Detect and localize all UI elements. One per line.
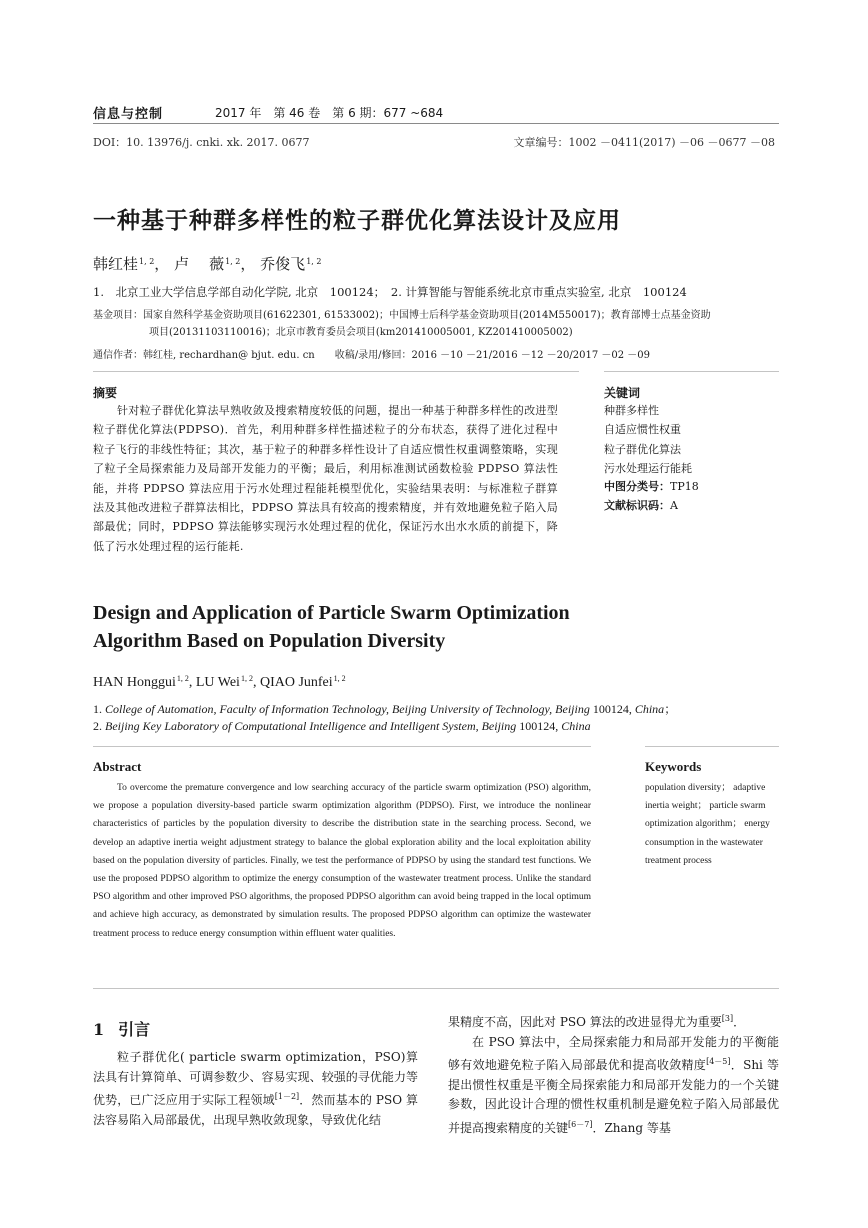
keyword-cn: 污水处理运行能耗 [604, 462, 692, 476]
title-cn: 一种基于种群多样性的粒子群优化算法设计及应用 [93, 207, 621, 234]
author-affil-sup: 1, 2 [333, 674, 346, 683]
doc-code-value: A [670, 499, 678, 512]
paragraph-text: 果精度不高，因此对 PSO 算法的改进显得尤为重要 [448, 1015, 722, 1029]
abstract-en-heading: Abstract [93, 759, 142, 774]
body-paragraph [448, 1033, 779, 1139]
keyword-cn: 种群多样性 [604, 404, 659, 417]
abstract-cn-rule [93, 371, 579, 372]
clc-number [604, 478, 699, 494]
title-en: Design and Application of Particle Swarm Optimization Algorithm Based on Population Diversity [93, 602, 570, 652]
citation: [1－2] [274, 1092, 300, 1102]
doc-code-label: 文献标识码： [604, 499, 670, 512]
body-paragraph [448, 1009, 779, 1033]
citation: [3] [721, 1014, 734, 1023]
body-paragraph [93, 1048, 418, 1130]
author-affil-sup: 1, 2 [240, 674, 253, 683]
citation: [4－5] [706, 1057, 731, 1067]
keyword-cn: 粒子群优化算法 [604, 442, 681, 456]
affil-number: 1. [93, 702, 105, 716]
body-column-right [448, 1009, 779, 1139]
paragraph-text: ．Zhang 等基 [592, 1120, 671, 1135]
keywords-cn-rule [604, 371, 779, 372]
document-code [604, 497, 678, 513]
section-title: 引言 [118, 1020, 151, 1039]
affil-end: ； [664, 702, 677, 716]
paragraph-text: 在 PSO 算法中，全局探索能力和局部开发能力的平衡能够有效地避免粒子陷入局部最优和提高收敛精度 [448, 1034, 779, 1073]
author-affil-sup: 1, 2 [225, 257, 241, 266]
paragraph-text: ．Shi 等提出惯性权重是平衡全局探索能力和局部开发能力的一个关键参数，因此设计合理的惯性权重机制是避免粒子陷入局部最优并提高搜索精度的关键 [448, 1058, 779, 1135]
article-number: 文章编号：1002 －0411(2017) －06 －0677 －08 [513, 136, 775, 149]
keywords-en-rule [645, 746, 779, 747]
clc-value: TP18 [670, 480, 699, 493]
body-rule [93, 988, 779, 989]
funding-line-1: 基金项目：国家自然科学基金资助项目(61622301, 61533002)；中国博士后科学基金资助项目(2014M550017)；教育部博士点基金资助 [93, 310, 711, 321]
citation: [6－7] [568, 1119, 593, 1129]
affiliation-en-1 [93, 700, 676, 717]
affil-postcode: 100124, [589, 702, 635, 716]
funding [93, 307, 779, 341]
affil-text: College of Automation, Faculty of Information Technology, Beijing University of Technology, Beijing [105, 702, 590, 716]
funding-line-2: 项目(20131103110016)；北京市教育委员会项目(km201410005001, KZ201410005002) [149, 327, 573, 338]
authors-en [93, 674, 346, 691]
author-name: 韩红桂 [93, 255, 139, 273]
author-affil-sup: 1, 2 [306, 257, 322, 266]
abstract-cn-text: 针对粒子群优化算法早熟收敛及搜索精度较低的问题，提出一种基于种群多样性的改进型粒子群优化算法(PDPSO)．首先，利用种群多样性描述粒子的分布状态，获得了进化过程中粒子飞行的非线性特征；其次，基于粒子的种群多样性设计了自适应惯性权重调整策略，实现了粒子全局探索能力及局部开发能力的平衡；最后，利用标准测试函数检验 PDPSO 算法性能，并将 PDPSO 算法应用于污水处理过程能耗模型优化，实验结果表明：与标准粒子群算法及其他改进粒子群算法相比，PDPSO 算法具有较高的搜索精度，并有效地避免粒子陷入局部最优；同时，PDPSO 算法能够实现污水处理过程的优化，保证污水出水水质的前提下，降低了污水处理过程的运行能耗. [93, 404, 558, 553]
issue-info: 2017 年 第 46 卷 第 6 期：677 ~684 [215, 106, 444, 120]
affil-number: 2. [93, 719, 105, 733]
paragraph-text: ． [733, 1015, 746, 1029]
clc-label: 中图分类号： [604, 480, 670, 493]
keywords-cn-heading: 关键词 [604, 386, 641, 400]
section-number: 1 [93, 1020, 105, 1039]
affil-postcode: 100124, [516, 719, 562, 733]
keywords-en-text: population diversity； adaptive inertia weight； particle swarm optimization algorithm； energy consumption in the wastewater treatment process [645, 783, 770, 866]
author-affil-sup: 1, 2 [176, 674, 189, 683]
abstract-en-text: To overcome the premature convergence and low searching accuracy of the particle swarm optimization (PSO) algorithm, we propose a population diversity-based particle swarm optimization algorithm (PDPSO). First, we introduce the nonlinear characteristics of particles by the population diversity to describe the distribution state in the searching process. Second, we develop an adaptive inertia weight adjustment strategy to balance the global exploration ability and the local exploitation ability based on the population diversity of particles. Finally, we test the performance of PDPSO by using the standard test functions. We use the proposed PDPSO algorithm to optimize the energy consumption of the wastewater treatment process. Unlike the standard PSO algorithm and other improved PSO algorithms, the proposed PDPSO algorithm can avoid being trapped in the local optimum and achieve high accuracy, as demonstrated by simulation results. The proposed PDPSO algorithm can optimize the wastewater treatment process to reduce energy consumption within effluent water qualities. [93, 783, 591, 939]
authors-cn [93, 253, 321, 274]
affil-country: China [634, 702, 665, 716]
abstract-cn-heading: 摘要 [93, 386, 118, 400]
affiliation-en-2 [93, 719, 591, 734]
author-name-en: QIAO Junfei [259, 675, 333, 690]
keywords-en-heading: Keywords [645, 759, 702, 774]
section-heading [93, 1017, 150, 1040]
affil-text: Beijing Key Laboratory of Computational Intelligence and Intelligent System, Beijing [105, 719, 517, 733]
paragraph-text: ．然而基本的 PSO 算法容易陷入局部最优，出现早熟收敛现象，导致优化结 [93, 1093, 418, 1127]
author-name-en: LU Wei [195, 675, 240, 690]
author-separator: , [252, 675, 260, 690]
author-name-en: HAN Honggui [93, 675, 176, 690]
author-separator: ， [154, 255, 170, 273]
author-separator: , [188, 675, 196, 690]
author-separator: ， [240, 255, 256, 273]
author-affil-sup: 1, 2 [139, 257, 155, 266]
author-name: 乔俊飞 [260, 255, 306, 273]
affil-country: China [561, 719, 591, 733]
journal-name: 信息与控制 [93, 107, 164, 122]
keywords-cn-list [604, 401, 692, 479]
body-column-left [93, 1048, 418, 1130]
header-rule [93, 123, 779, 124]
contact-info: 通信作者：韩红桂, rechardhan@ bjut. edu. cn 收稿/录用/修回：2016 －10 －21/2016 －12 －20/2017 －02 －09 [93, 350, 650, 361]
author-name: 薇 [209, 255, 225, 273]
author-name: 卢 [174, 255, 190, 273]
keyword-cn: 自适应惯性权重 [604, 423, 681, 437]
affiliations-cn: 1. 北京工业大学信息学部自动化学院, 北京 100124； 2. 计算智能与智能系统北京市重点实验室, 北京 100124 [93, 285, 687, 299]
abstract-en-rule [93, 746, 591, 747]
doi: DOI：10. 13976/j. cnki. xk. 2017. 0677 [93, 136, 310, 149]
paragraph-text: 粒子群优化( particle swarm optimization，PSO)算法具有计算简单、可调参数少、容易实现、较强的寻优能力等优势，已广泛应用于实际工程领域 [93, 1050, 418, 1108]
